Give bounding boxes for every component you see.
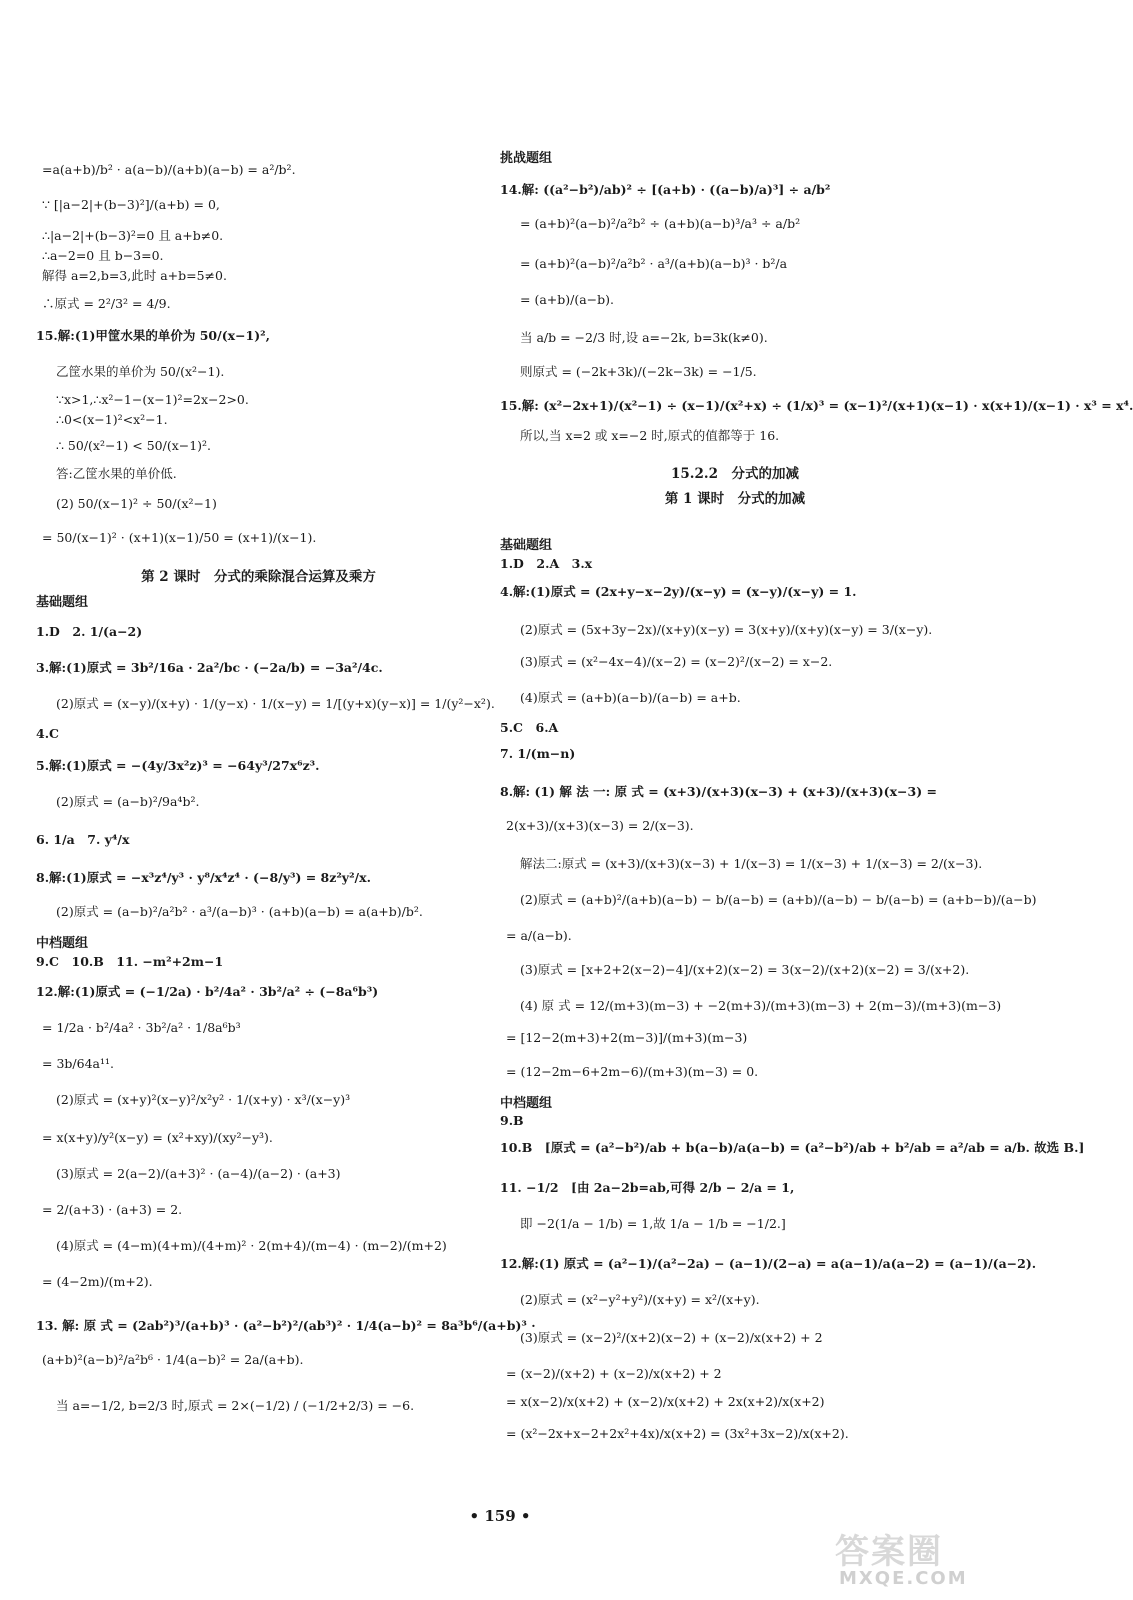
text-line: = 1/2a · b²/4a² · 3b²/a² · 1/8a⁶b³ bbox=[42, 1020, 241, 1035]
group-heading: 基础题组 bbox=[500, 538, 553, 553]
lesson-title: 第 1 课时 分式的加减 bbox=[664, 491, 806, 507]
section-title: 15.2.2 分式的加减 bbox=[671, 466, 799, 482]
question-8: 8.解:(1)原式 = −x³z⁴/y³ · y⁸/x⁴z⁴ · (−8/y³) = 8z²y²/x. bbox=[36, 870, 371, 885]
text-line: 即 −2(1/a − 1/b) = 1,故 1/a − 1/b = −1/2.] bbox=[520, 1216, 786, 1231]
text-line: (2)原式 = (a+b)²/(a+b)(a−b) − b/(a−b) = (a+b)/(a−b) − b/(a−b) = (a+b−b)/(a−b) bbox=[520, 892, 1037, 907]
text-line: (4)原式 = (a+b)(a−b)/(a−b) = a+b. bbox=[520, 690, 741, 705]
question-1-2: 1.D 2. 1/(a−2) bbox=[36, 624, 143, 639]
question-12: 12.解:(1) 原式 = (a²−1)/(a²−2a) − (a−1)/(2−a) = a(a−1)/a(a−2) = (a−1)/(a−2). bbox=[500, 1256, 1037, 1271]
text-line: ∴ 50/(x²−1) < 50/(x−1)². bbox=[56, 438, 212, 453]
text-line: (2)原式 = (a−b)²/a²b² · a³/(a−b)³ · (a+b)(a−b) = a(a+b)/b². bbox=[56, 904, 423, 919]
question-14: 14.解: ((a²−b²)/ab)² ÷ [(a+b) · ((a−b)/a)³] ÷ a/b² bbox=[500, 182, 831, 197]
group-heading: 基础题组 bbox=[36, 595, 89, 610]
question-5: 5.解:(1)原式 = −(4y/3x²z)³ = −64y³/27x⁶z³. bbox=[36, 758, 320, 773]
text-line: (2) 50/(x−1)² ÷ 50/(x²−1) bbox=[56, 496, 217, 511]
text-line: 当 a=−1/2, b=2/3 时,原式 = 2×(−1/2) / (−1/2+2/3) = −6. bbox=[56, 1398, 415, 1413]
text-line: 则原式 = (−2k+3k)/(−2k−3k) = −1/5. bbox=[520, 364, 757, 379]
text-line: = x(x−2)/x(x+2) + (x−2)/x(x+2) + 2x(x+2)/x(x+2) bbox=[506, 1394, 825, 1409]
question-7: 7. 1/(m−n) bbox=[500, 746, 576, 761]
text-line: ∴0<(x−1)²<x²−1. bbox=[56, 412, 168, 427]
text-line: = (x−2)/(x+2) + (x−2)/x(x+2) + 2 bbox=[506, 1366, 722, 1381]
text-line: (2)原式 = (x−y)/(x+y) · 1/(y−x) · 1/(x−y) = 1/[(y+x)(y−x)] = 1/(y²−x²). bbox=[56, 696, 495, 711]
text-line: = (4−2m)/(m+2). bbox=[42, 1274, 153, 1289]
question-1-3: 1.D 2.A 3.x bbox=[500, 556, 593, 571]
text-line: (a+b)²(a−b)²/a²b⁶ · 1/4(a−b)² = 2a/(a+b). bbox=[42, 1352, 304, 1367]
text-line: = (x²−2x+x−2+2x²+4x)/x(x+2) = (3x²+3x−2)/x(x+2). bbox=[506, 1426, 849, 1441]
text-line: ∴a−2=0 且 b−3=0. bbox=[42, 248, 164, 263]
text-line: ∵x>1,∴x²−1−(x−1)²=2x−2>0. bbox=[56, 392, 249, 407]
question-9-11: 9.C 10.B 11. −m²+2m−1 bbox=[36, 954, 224, 969]
question-4: 4.C bbox=[36, 726, 59, 741]
text-line: (2)原式 = (x+y)²(x−y)²/x²y² · 1/(x+y) · x³/(x−y)³ bbox=[56, 1092, 351, 1107]
text-line: = (a+b)²(a−b)²/a²b² ÷ (a+b)(a−b)³/a³ ÷ a/b² bbox=[520, 216, 801, 231]
text-line: = 50/(x−1)² · (x+1)(x−1)/50 = (x+1)/(x−1). bbox=[42, 530, 317, 545]
text-line: 解法二:原式 = (x+3)/(x+3)(x−3) + 1/(x−3) = 1/(x−3) + 1/(x−3) = 2/(x−3). bbox=[520, 856, 983, 871]
watermark-url: MXQE.COM bbox=[839, 1568, 968, 1589]
question-3: 3.解:(1)原式 = 3b²/16a · 2a²/bc · (−2a/b) = −3a²/4c. bbox=[36, 660, 383, 675]
text-line: = [12−2(m+3)+2(m−3)]/(m+3)(m−3) bbox=[506, 1030, 748, 1045]
text-line: ∴原式 = 2²/3² = 4/9. bbox=[42, 296, 171, 311]
text-line: 2(x+3)/(x+3)(x−3) = 2/(x−3). bbox=[506, 818, 694, 833]
text-line: = 3b/64a¹¹. bbox=[42, 1056, 114, 1071]
text-line: 答:乙筐水果的单价低. bbox=[56, 466, 177, 481]
question-9: 9.B bbox=[500, 1113, 524, 1128]
group-heading: 中档题组 bbox=[500, 1096, 553, 1111]
text-line: =a(a+b)/b² · a(a−b)/(a+b)(a−b) = a²/b². bbox=[42, 162, 296, 177]
question-15: 15.解:(1)甲筐水果的单价为 50/(x−1)², bbox=[36, 328, 270, 343]
text-line: (3)原式 = 2(a−2)/(a+3)² · (a−4)/(a−2) · (a+3) bbox=[56, 1166, 341, 1181]
question-5-6: 5.C 6.A bbox=[500, 720, 559, 735]
text-line: = x(x+y)/y²(x−y) = (x²+xy)/(xy²−y³). bbox=[42, 1130, 273, 1145]
question-15: 15.解: (x²−2x+1)/(x²−1) ÷ (x−1)/(x²+x) ÷ (1/x)³ = (x−1)²/(x+1)(x−1) · x(x+1)/(x−1) · x³ = x⁴. bbox=[500, 398, 1133, 413]
group-heading: 挑战题组 bbox=[500, 151, 553, 166]
question-13: 13. 解: 原 式 = (2ab²)³/(a+b)³ · (a²−b²)²/(ab³)² · 1/4(a−b)² = 8a³b⁶/(a+b)³ · bbox=[36, 1318, 536, 1333]
text-line: (2)原式 = (a−b)²/9a⁴b². bbox=[56, 794, 200, 809]
section-title: 第 2 课时 分式的乘除混合运算及乘方 bbox=[141, 569, 376, 585]
text-line: = a/(a−b). bbox=[506, 928, 572, 943]
faint-watermark-stamp bbox=[186, 1140, 306, 1176]
question-11: 11. −1/2 [由 2a−2b=ab,可得 2/b − 2/a = 1, bbox=[500, 1180, 795, 1195]
text-line: 乙筐水果的单价为 50/(x²−1). bbox=[56, 364, 225, 379]
text-line: 所以,当 x=2 或 x=−2 时,原式的值都等于 16. bbox=[520, 428, 780, 443]
text-line: = (a+b)/(a−b). bbox=[520, 292, 614, 307]
question-8: 8.解: (1) 解 法 一: 原 式 = (x+3)/(x+3)(x−3) + (x+3)/(x+3)(x−3) = bbox=[500, 784, 937, 799]
page-number: • 159 • bbox=[469, 1507, 531, 1525]
group-heading: 中档题组 bbox=[36, 936, 89, 951]
watermark-text: 答案圈 bbox=[835, 1532, 943, 1572]
text-line: (3)原式 = (x−2)²/(x+2)(x−2) + (x−2)/x(x+2) + 2 bbox=[520, 1330, 823, 1345]
text-line: = (a+b)²(a−b)²/a²b² · a³/(a+b)(a−b)³ · b²/a bbox=[520, 256, 788, 271]
text-line: (2)原式 = (x²−y²+y²)/(x+y) = x²/(x+y). bbox=[520, 1292, 760, 1307]
text-line: ∵ [|a−2|+(b−3)²]/(a+b) = 0, bbox=[42, 197, 220, 212]
text-line: (3)原式 = (x²−4x−4)/(x−2) = (x−2)²/(x−2) = x−2. bbox=[520, 654, 833, 669]
text-line: = 2/(a+3) · (a+3) = 2. bbox=[42, 1202, 183, 1217]
text-line: (4) 原 式 = 12/(m+3)(m−3) + −2(m+3)/(m+3)(m−3) + 2(m−3)/(m+3)(m−3) bbox=[520, 998, 1002, 1013]
watermark-logo bbox=[825, 1522, 985, 1592]
text-line: 当 a/b = −2/3 时,设 a=−2k, b=3k(k≠0). bbox=[520, 330, 768, 345]
text-line: = (12−2m−6+2m−6)/(m+3)(m−3) = 0. bbox=[506, 1064, 759, 1079]
question-12: 12.解:(1)原式 = (−1/2a) · b²/4a² · 3b²/a² ÷ (−8a⁶b³) bbox=[36, 984, 379, 999]
text-line: 解得 a=2,b=3,此时 a+b=5≠0. bbox=[42, 268, 227, 283]
question-4: 4.解:(1)原式 = (2x+y−x−2y)/(x−y) = (x−y)/(x−y) = 1. bbox=[500, 584, 857, 599]
text-line: (3)原式 = [x+2+2(x−2)−4]/(x+2)(x−2) = 3(x−2)/(x+2)(x−2) = 3/(x+2). bbox=[520, 962, 970, 977]
text-line: ∴|a−2|+(b−3)²=0 且 a+b≠0. bbox=[42, 228, 224, 243]
text-line: (4)原式 = (4−m)(4+m)/(4+m)² · 2(m+4)/(m−4) · (m−2)/(m+2) bbox=[56, 1238, 447, 1253]
question-6-7: 6. 1/a 7. y⁴/x bbox=[36, 832, 130, 847]
question-10: 10.B [原式 = (a²−b²)/ab + b(a−b)/a(a−b) = (a²−b²)/ab + b²/ab = a²/ab = a/b. 故选 B.] bbox=[500, 1140, 1085, 1155]
text-line: (2)原式 = (5x+3y−2x)/(x+y)(x−y) = 3(x+y)/(x+y)(x−y) = 3/(x−y). bbox=[520, 622, 933, 637]
